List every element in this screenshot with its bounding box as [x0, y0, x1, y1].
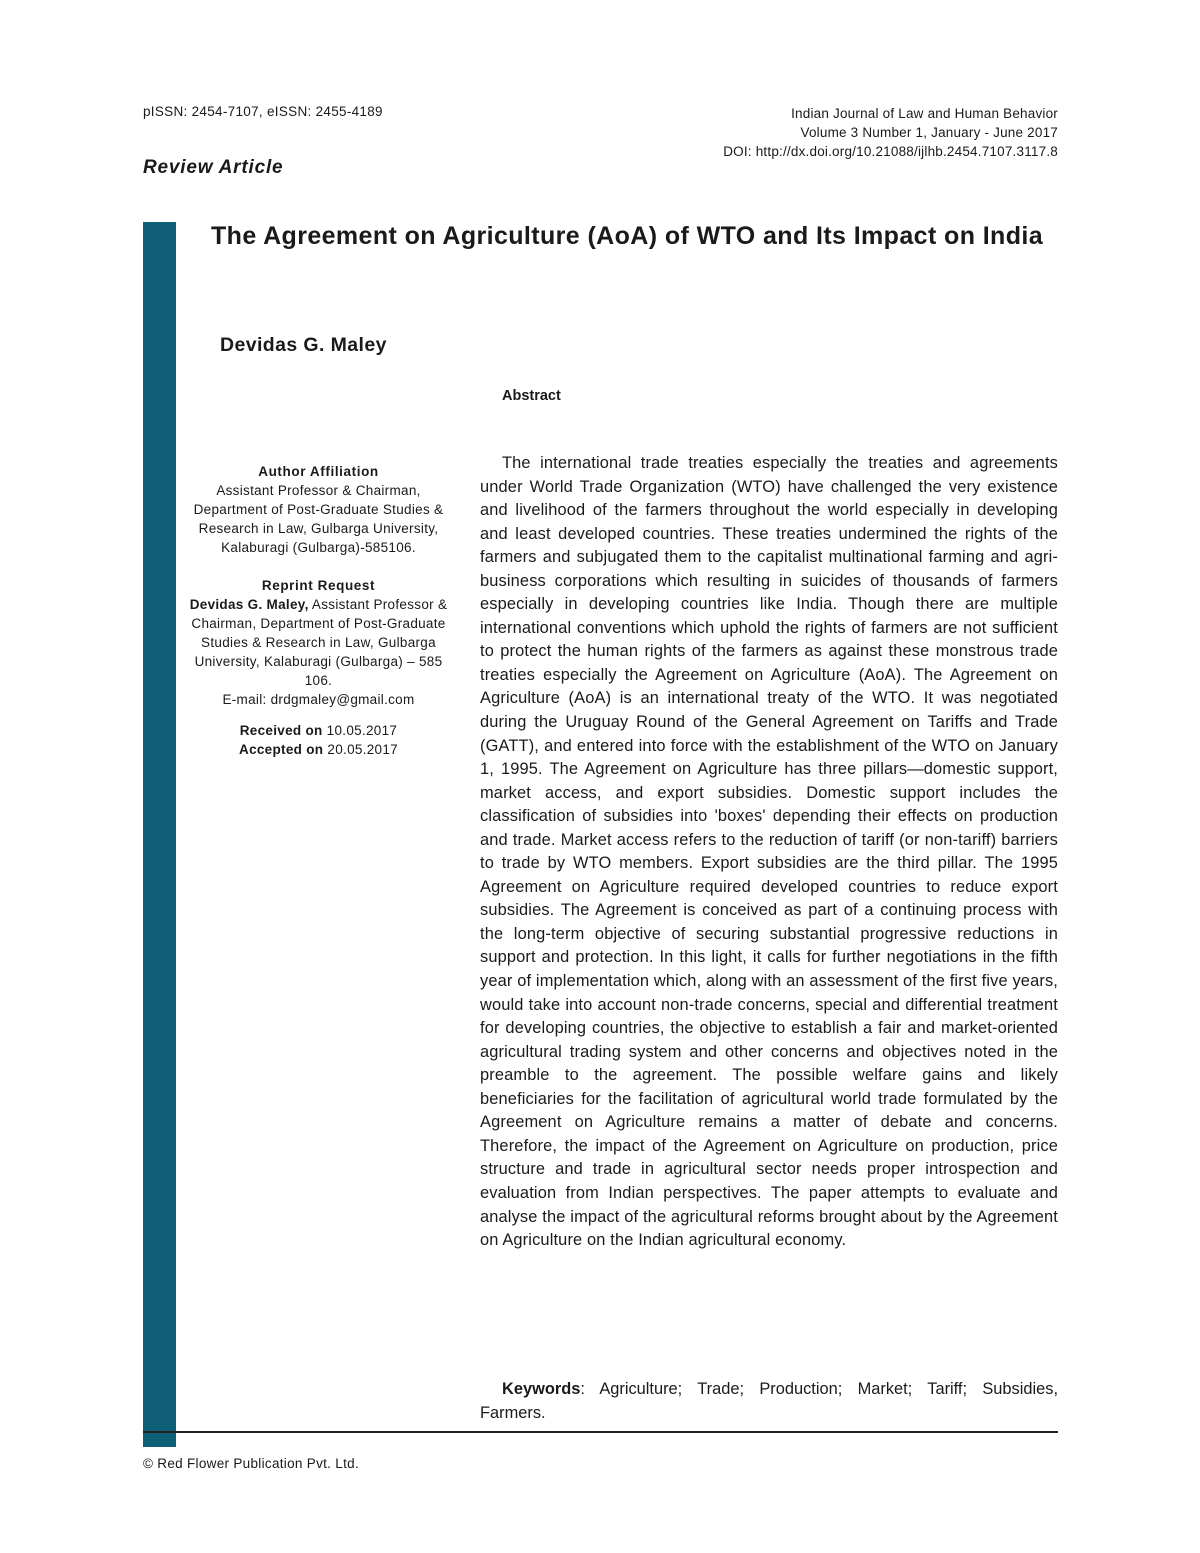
abstract-heading: Abstract	[502, 388, 561, 404]
issn-line: pISSN: 2454-7107, eISSN: 2455-4189	[143, 104, 383, 119]
reprint-text: Assistant Professor & Chairman, Department of Post-Graduate Studies & Research in Law, Gulbarga University, Kalaburagi (Gulbarga) – 585 106.	[191, 597, 448, 688]
footer-rule	[143, 1431, 1058, 1433]
keywords-label: Keywords	[502, 1380, 581, 1398]
abstract-body: The international trade treaties especially the treaties and agreements under World Trade Organization (WTO) have challenged the very existence and livelihood of the farmers throughout the world especially in developing and least developed countries. These treaties undermined the rights of the farmers and subjugated them to the capitalist multinational farming and agri-business corporations which resulting in suicides of thousands of farmers especially in developing countries like India. Though there are multiple international conventions which uphold the rights of farmers are not sufficient to protect the human rights of the farmers as against these monstrous trade treaties especially the Agreement on Agriculture (AoA). The Agreement on Agriculture (AoA) is an international treaty of the WTO. It was negotiated during the Uruguay Round of the General Agreement on Tariffs and Trade (GATT), and entered into force with the establishment of the WTO on January 1, 1995. The Agreement on Agriculture has three pillars—domestic support, market access, and export subsidies. Domestic support includes the classification of subsidies into 'boxes' depending their effects on production and trade. Market access refers to the reduction of tariff (or non-tariff) barriers to trade by WTO members. Export subsidies are the third pillar. The 1995 Agreement on Agriculture required developed countries to reduce export subsidies. The Agreement is conceived as part of a continuing process with the long-term objective of securing substantial progressive reductions in support and protection. In this light, it calls for further negotiations in the fifth year of implementation which, along with an assessment of the first five years, would take into account non-trade concerns, special and differential treatment for developing countries, the objective to establish a fair and market-oriented agricultural trading system and other concerns and objectives noted in the preamble to the agreement. The possible welfare gains and likely beneficiaries for the facilitation of agricultural world trade formulated by the Agreement on Agriculture remains a matter of debate and concerns. Therefore, the impact of the Agreement on Agriculture on production, price structure and trade in agricultural sector needs proper introspection and evaluation from Indian perspectives. The paper attempts to evaluate and analyse the impact of the agricultural reforms brought about by the Agreement on Agriculture on the Indian agricultural economy.	[480, 454, 1058, 1250]
affiliation-heading: Author Affiliation	[258, 464, 379, 479]
accepted-label: Accepted on	[239, 742, 324, 757]
received-line	[181, 721, 456, 740]
doi-link[interactable]: DOI: http://dx.doi.org/10.21088/ijlhb.2454.7107.3117.8	[723, 144, 1058, 159]
accepted-date: 20.05.2017	[327, 742, 398, 757]
journal-info	[538, 104, 1058, 161]
copyright-footer: © Red Flower Publication Pvt. Ltd.	[143, 1456, 359, 1471]
keywords-line	[480, 1378, 1058, 1425]
received-label: Received on	[239, 723, 323, 738]
article-type: Review Article	[143, 157, 284, 178]
journal-name: Indian Journal of Law and Human Behavior	[791, 106, 1058, 121]
reprint-heading: Reprint Request	[261, 578, 376, 593]
accepted-line	[181, 740, 456, 759]
reprint-block	[181, 595, 456, 690]
author-name: Devidas G. Maley	[220, 334, 387, 356]
keywords-list: : Agriculture; Trade; Production; Market; Tariff; Subsidies, Farmers.	[480, 1380, 1058, 1422]
affiliation-text: Assistant Professor & Chairman, Department of Post-Graduate Studies & Research in Law, Gulbarga University, Kalaburagi (Gulbarga)-585106.	[193, 483, 444, 555]
affiliation-column	[181, 462, 456, 759]
article-title: The Agreement on Agriculture (AoA) of WTO and Its Impact on India	[211, 222, 1044, 250]
reprint-name: Devidas G. Maley,	[189, 597, 309, 612]
received-date: 10.05.2017	[326, 723, 398, 738]
journal-volume: Volume 3 Number 1, January - June 2017	[800, 125, 1058, 140]
reprint-email[interactable]: E-mail: drdgmaley@gmail.com	[222, 692, 415, 707]
decorative-side-bar	[143, 222, 176, 1447]
